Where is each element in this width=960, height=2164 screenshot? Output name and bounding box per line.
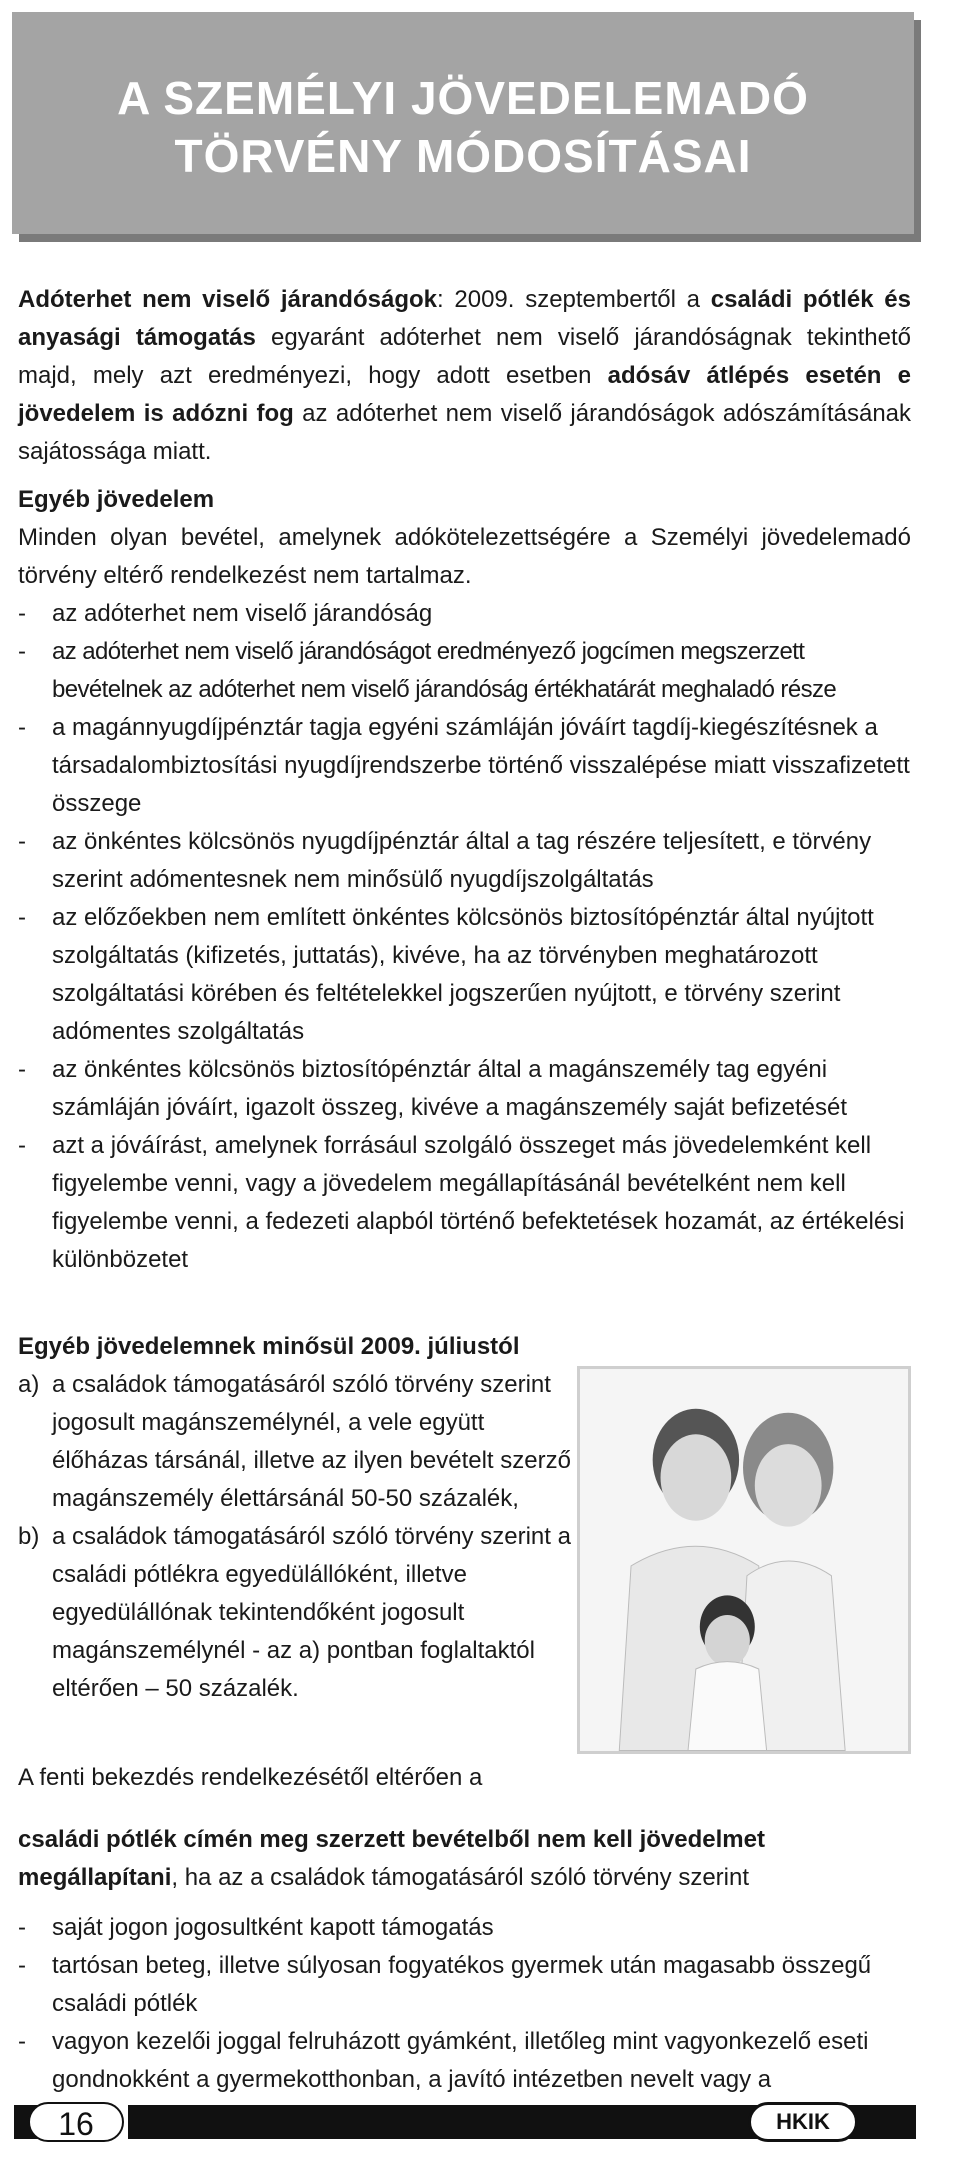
title-box	[12, 12, 914, 234]
page-title	[12, 69, 914, 185]
footer-bar-right	[866, 2105, 916, 2139]
list-item: - tartósan beteg, illetve súlyosan fogyatékos gyermek után magasabb összegű családi pótlék	[18, 1947, 911, 2023]
other-income-heading: Egyéb jövedelem	[18, 486, 215, 513]
page-number: 16	[58, 2106, 94, 2142]
list-item: - a magánnyugdíjpénztár tagja egyéni számláján jóváírt tagdíj-kiegészítésnek a társadalombiztosítási nyugdíjrendszerbe történő visszalépése miatt visszafizetett összege	[18, 709, 911, 823]
list-text: a családok támogatásáról szóló törvény szerint a családi pótlékra egyedülállóként, illetve egyedülállónak tekintendőként jogosult magánszemélynél - az a) pontban foglaltaktól eltérően – 50 százalék.	[52, 1523, 571, 1702]
page-footer	[0, 2100, 960, 2150]
list-item: - vagyon kezelői joggal felruházott gyámként, illetőleg mint vagyonkezelő eseti gondnokként a gyermekotthonban, a javító intézetben nevelt vagy a	[18, 2023, 911, 2099]
intro-bold-1: családi pótlék és anyasági támogatás	[18, 286, 912, 351]
list-marker: a)	[18, 1371, 40, 1398]
family-photo-illustration	[580, 1369, 908, 1751]
list-item: - azt a jóváírást, amelynek forrásául szolgáló összeget más jövedelemként kell figyelembe venni, vagy a jövedelem megállapításánál bevételként nem kell figyelembe venni, a fedezeti alapból történő befektetések hozamát, az értékelési különbözetet	[18, 1127, 911, 1279]
main-content	[18, 281, 911, 1279]
intro-text-1: : 2009. szeptembertől a	[436, 286, 711, 313]
intro-text-2: egyaránt adóterhet nem viselő járandóságnak tekinthető majd, mely azt eredményezi, hogy adott esetben	[18, 324, 911, 389]
list-text: a családok támogatásáról szóló törvény szerint jogosult magánszemélynél, a vele együtt élőházas társánál, illetve az ilyen bevételt szerző magánszemély élettársánál 50-50 százalék,	[52, 1371, 571, 1512]
intro-label: Adóterhet nem viselő járandóságok	[18, 286, 437, 313]
list-item: - saját jogon jogosultként kapott támogatás	[18, 1909, 911, 1947]
july-continuation	[18, 1735, 911, 2099]
exemption-paragraph	[18, 1821, 911, 1897]
other-income-list	[18, 595, 911, 1279]
july-list	[18, 1366, 578, 1708]
title-line-2: TÖRVÉNY MÓDOSÍTÁSAI	[174, 130, 752, 182]
intro-paragraph	[18, 281, 911, 471]
list-item: - az előzőekben nem említett önkéntes kölcsönös biztosítópénztár által nyújtott szolgáltatás (kifizetés, juttatás), kivéve, ha az törvényben meghatározott szolgáltatási körében és feltételekkel jogszerűen nyújtott, e törvény szerint adómentes szolgáltatás	[18, 899, 911, 1051]
exemption-rest: , ha az a családok támogatásáról szóló törvény szerint	[171, 1864, 750, 1891]
other-income-text: Minden olyan bevétel, amelynek adókötelezettségére a Személyi jövedelemadó törvény eltérő rendelkezést nem tartalmaz.	[18, 524, 911, 589]
hkik-logo: HKIK	[748, 2102, 858, 2142]
family-photo	[577, 1366, 911, 1754]
exemption-bold: családi pótlék címén meg szerzett bevételből nem kell jövedelmet megállapítani	[18, 1826, 765, 1891]
exemption-list	[18, 1909, 911, 2099]
intro-text-3: az adóterhet nem viselő járandóságok adószámításának sajátossága miatt.	[18, 400, 912, 465]
list-item: - az önkéntes kölcsönös nyugdíjpénztár által a tag részére teljesített, e törvény szerint adómentesnek nem minősülő nyugdíjszolgáltatás	[18, 823, 911, 899]
list-item	[18, 1518, 578, 1708]
intro-bold-2: adósáv átlépés esetén e jövedelem is adózni fog	[18, 362, 911, 427]
list-item: - az adóterhet nem viselő járandóság	[18, 595, 911, 633]
title-line-1: A SZEMÉLYI JÖVEDELEMADÓ	[117, 72, 809, 124]
list-item	[18, 1366, 578, 1518]
list-item: - az adóterhet nem viselő járandóságot eredményező jogcímen megszerzett bevételnek az adóterhet nem viselő járandóság értékhatárát meghaladó része	[18, 633, 911, 709]
after-text: A fenti bekezdés rendelkezésétől eltérően a	[18, 1764, 483, 1791]
list-marker: b)	[18, 1523, 40, 1550]
list-item: - az önkéntes kölcsönös biztosítópénztár által a magánszemély tag egyéni számláján jóváírt, igazolt összeg, kivéve a magánszemély saját befizetését	[18, 1051, 911, 1127]
july-heading: Egyéb jövedelemnek minősül 2009. júliustól	[18, 1333, 520, 1360]
